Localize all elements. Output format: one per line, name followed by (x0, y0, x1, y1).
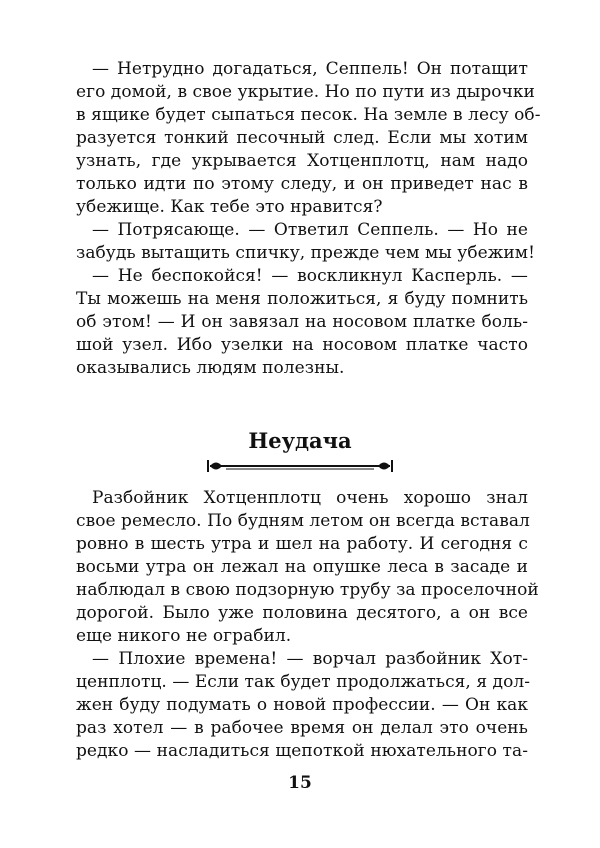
text-line: свое ремесло. По будням летом он всегда вставал (76, 511, 530, 531)
text-line: убежище. Как тебе это нравится? (76, 197, 383, 217)
text-line: — Потрясающе. — Ответил Сеппель. — Но не (92, 220, 528, 240)
text-line: только идти по этому следу, и он приведет нас в (76, 174, 528, 194)
text-line: раз хотел — в рабочее время он делал это очень (76, 718, 528, 738)
text-line: ровно в шесть утра и шел на работу. И сегодня с (76, 534, 528, 554)
text-line: редко — насладиться щепоткой нюхательного та- (76, 741, 528, 761)
text-line: наблюдал в свою подзорную трубу за проселочной (76, 580, 539, 600)
text-line: его домой, в свое укрытие. Но по пути из дырочки (76, 82, 535, 102)
text-line: разуется тонкий песочный след. Если мы хотим (76, 128, 528, 148)
text-line: дорогой. Было уже половина десятого, а он все (76, 603, 528, 623)
text-line: еще никого не ограбил. (76, 626, 292, 646)
text-line: — Нетрудно догадаться, Сеппель! Он потащит (92, 59, 528, 79)
text-line: оказывались людям полезны. (76, 358, 345, 378)
text-line: в ящике будет сыпаться песок. На земле в лесу об- (76, 105, 541, 125)
text-line: забудь вытащить спичку, прежде чем мы убежим! (76, 243, 535, 263)
text-line: Разбойник Хотценплотц очень хорошо знал (92, 488, 528, 508)
page-number: 15 (288, 773, 312, 793)
chapter-title: Неудача (248, 428, 352, 453)
text-line: об этом! — И он завязал на носовом платке боль- (76, 312, 528, 332)
text-line: узнать, где укрывается Хотценплотц, нам надо (76, 151, 528, 171)
text-line: восьми утра он лежал на опушке леса в засаде и (76, 557, 528, 577)
text-line: шой узел. Ибо узелки на носовом платке часто (76, 335, 528, 355)
text-line: ценплотц. — Если так будет продолжаться, я дол- (76, 672, 531, 692)
text-line: Ты можешь на меня положиться, я буду помнить (76, 289, 528, 309)
text-line: — Плохие времена! — ворчал разбойник Хот- (92, 649, 528, 669)
ornament-divider-icon (206, 456, 394, 476)
text-line: жен буду подумать о новой профессии. — Он как (76, 695, 528, 715)
text-line: — Не беспокойся! — воскликнул Касперль. — (92, 266, 528, 286)
